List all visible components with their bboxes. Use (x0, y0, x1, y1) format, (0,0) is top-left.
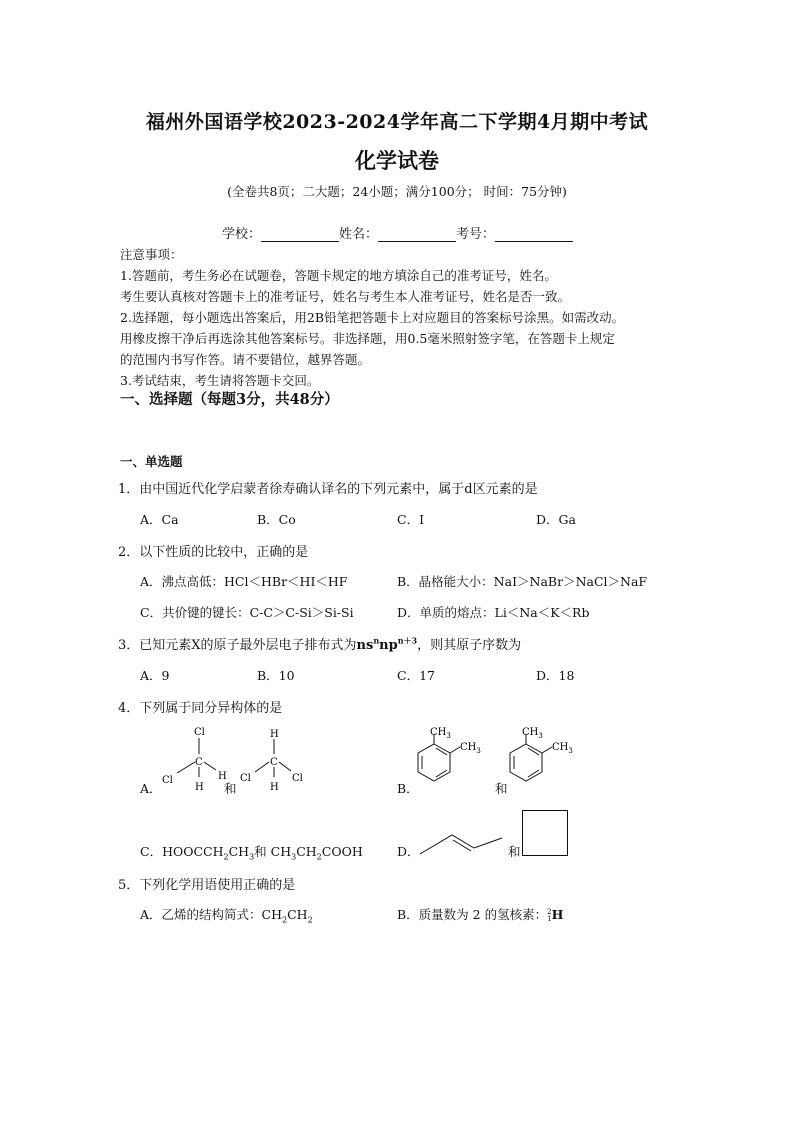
q2-option-c: C．共价键的键长：C-C＞C-Si＞Si-Si (140, 605, 354, 620)
h-atom: H (195, 782, 204, 793)
question-5-stem: 5．下列化学用语使用正确的是 (118, 878, 296, 893)
bond (279, 762, 291, 771)
benzene-ring (510, 744, 542, 781)
methyl-bond (450, 747, 460, 753)
student-fields (222, 223, 573, 242)
q4-option-a-label: A． (140, 781, 162, 796)
q4-option-c: C．$HOOCCH_2CH_3$和 $CH_3CH_2COOH$ (140, 844, 363, 862)
note-line: 1.答题前，考生务必在试题卷，答题卡规定的地方填涂自己的准考证号，姓名。 (120, 268, 557, 283)
note-line: 考生要认真核对答题卡上的准考证号，姓名与考生本人准考证号，姓名是否一致。 (120, 289, 571, 304)
q1-option-b: B．Co (257, 512, 296, 527)
q5-option-a: A．乙烯的结构简式：$CH_2CH_2$ (140, 907, 313, 925)
school-blank (261, 229, 339, 242)
bond (204, 762, 216, 770)
double-bond (528, 770, 539, 777)
cl-atom: Cl (292, 773, 303, 784)
q2-option-d: D．单质的熔点：Li＜Na＜K＜Rb (397, 605, 590, 620)
exam-title: 福州外国语学校2023-2024学年高二下学期4月期中考试 (145, 111, 649, 133)
double-bond (453, 840, 471, 851)
question-1-stem: 1．由中国近代化学启蒙者徐寿确认译名的下列元素中，属于d区元素的是 (118, 482, 538, 497)
q1-option-c: C．I (397, 512, 425, 527)
q3-option-c: C．17 (397, 668, 435, 683)
cl-atom: Cl (162, 775, 173, 786)
q4-option-b-label: B． (397, 781, 419, 796)
section-subtitle: 一、单选题 (120, 454, 183, 469)
notes-heading: 注意事项： (120, 247, 183, 262)
number-blank (495, 229, 573, 242)
question-4-stem: 4．下列属于同分异构体的是 (118, 701, 283, 716)
q3-stem-pre: 3．已知元素X的原子最外层电子排布式为 (118, 638, 357, 653)
q5-option-b: B．质量数为 2 的氢核素： 2 1 H (397, 907, 564, 923)
bond (177, 762, 195, 773)
methyl-group: $CH_3$ (522, 727, 543, 740)
q3-np-sup: n＋3 (397, 635, 418, 646)
h-atom: H (218, 771, 227, 782)
question-3-stem (118, 634, 521, 653)
q4-b-and: 和 (495, 781, 508, 796)
methyl-bond (542, 747, 552, 753)
name-label: 姓名： (339, 227, 379, 242)
q4-option-d-butene (418, 828, 508, 858)
benzene-ring (418, 744, 450, 781)
note-line: 的范围内书写作答。请不要错位，越界答题。 (120, 352, 371, 367)
note-line: 2.选择题，每小题选出答案后，用2B铅笔把答题卡上对应题目的答案标号涂黑。如需改动。 (120, 310, 625, 325)
q3-ns-sup: n (373, 635, 380, 646)
q4-a-and: 和 (224, 781, 237, 796)
q3-option-b: B．10 (257, 668, 295, 683)
note-line: 用橡皮擦干净后再选涂其他答案标号。非选择题，用0.5毫米照射签字笔，在答题卡上规定 (120, 331, 615, 346)
exam-info: (全卷共8页；二大题；24小题；满分100分； 时间：75分钟) (227, 184, 567, 199)
double-bond (436, 748, 447, 755)
q4-option-a-structures (158, 722, 318, 797)
q3-stem-post: ，则其原子序数为 (417, 638, 522, 653)
school-label: 学校： (222, 227, 262, 242)
methyl-group: $CH_3$ (460, 742, 481, 755)
cl-atom: Cl (240, 773, 251, 784)
cl-atom: Cl (194, 727, 205, 738)
methyl-group: $CH_3$ (430, 727, 451, 740)
c-atom: C (270, 757, 278, 768)
q3-ns: ns (356, 638, 374, 653)
q4-option-d-label: D． (397, 844, 420, 859)
note-line: 3.考试结束，考生请将答题卡交回。 (120, 373, 320, 388)
q1-option-a: A．Ca (140, 512, 179, 527)
paper-subtitle: 化学试卷 (355, 148, 439, 173)
q2-option-b: B．晶格能大小：NaI＞NaBr＞NaCl＞NaF (397, 574, 648, 589)
q2-option-a: A．沸点高低：HCl＜HBr＜HI＜HF (140, 574, 348, 589)
number-label: 考号： (456, 227, 496, 242)
question-2-stem: 2．以下性质的比较中，正确的是 (118, 545, 309, 560)
double-bond (436, 770, 447, 777)
c-atom: C (195, 757, 203, 768)
h-atom: H (270, 782, 279, 793)
section-title: 一、选择题（每题3分，共48分） (120, 391, 339, 408)
methyl-group: $CH_3$ (552, 742, 573, 755)
q4-d-and: 和 (508, 844, 521, 859)
h-atom: H (270, 729, 279, 740)
double-bond (528, 748, 539, 755)
bond (255, 762, 269, 772)
name-blank (378, 229, 456, 242)
q3-option-a: A．9 (140, 668, 170, 683)
q1-option-d: D．Ga (536, 512, 576, 527)
cyclobutane-square (522, 810, 568, 856)
q3-np: np (379, 638, 398, 653)
q3-option-d: D．18 (536, 668, 575, 683)
